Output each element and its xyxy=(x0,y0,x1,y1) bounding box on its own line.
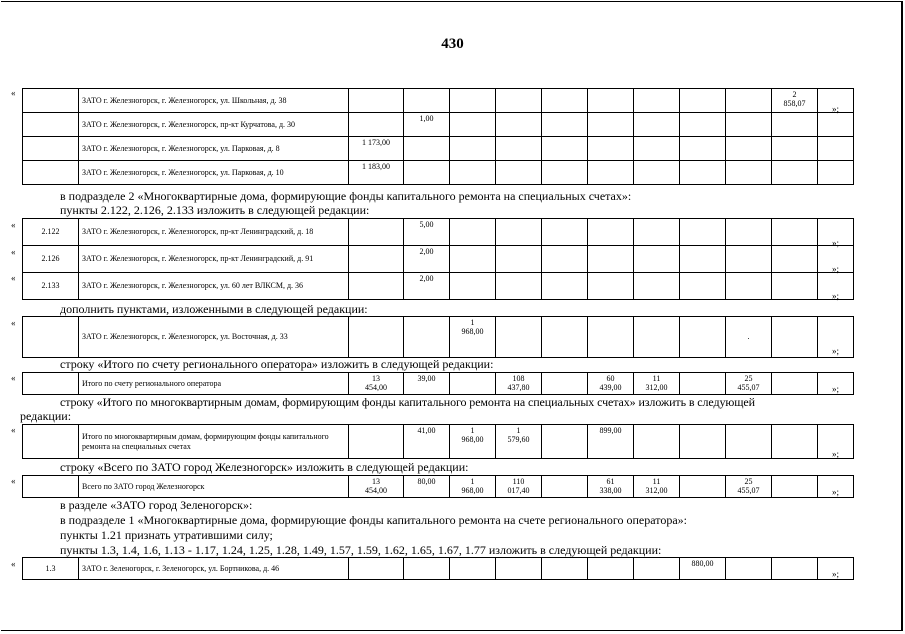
open-quote: « xyxy=(11,273,16,283)
row-value: 2 858,07 xyxy=(772,89,818,113)
row-value: 13 454,00 xyxy=(349,373,404,395)
paragraph: редакции: xyxy=(20,409,72,423)
table-row xyxy=(23,476,854,498)
row-value: 39,00 xyxy=(404,373,450,395)
row-address: ЗАТО г. Железногорск, г. Железногорск, пр-кт Курчатова, д. 30 xyxy=(79,113,349,137)
row-value: 25 455,07 xyxy=(726,476,772,498)
close-mark: »; xyxy=(832,346,840,356)
close-mark: »; xyxy=(832,104,840,114)
dot-mark: . xyxy=(726,317,772,358)
row-address: ЗАТО г. Железногорск, г. Железногорск, пр-кт Ленинградский, д. 91 xyxy=(79,246,349,273)
open-quote: « xyxy=(11,247,16,257)
table-block-4 xyxy=(22,372,854,395)
row-value: 1,00 xyxy=(404,113,450,137)
close-mark: »; xyxy=(832,238,840,248)
paragraph: строку «Итого по счету регионального оператора» изложить в следующей редакции: xyxy=(60,357,494,371)
table-row xyxy=(23,113,854,137)
table-row xyxy=(23,137,854,161)
table-row xyxy=(23,246,854,273)
table-row xyxy=(23,558,854,580)
open-quote: « xyxy=(11,373,16,383)
row-code: 2.122 xyxy=(23,219,79,246)
paragraph: строку «Всего по ЗАТО город Железногорск» изложить в следующей редакции: xyxy=(60,460,469,474)
page-number: 430 xyxy=(441,36,464,52)
row-value: 110 017,40 xyxy=(496,476,542,498)
row-address: ЗАТО г. Железногорск, г. Железногорск, ул. Школьная, д. 38 xyxy=(79,89,349,113)
table-row xyxy=(23,161,854,185)
table-block-6 xyxy=(22,475,854,498)
open-quote: « xyxy=(11,318,16,328)
row-value: 80,00 xyxy=(404,476,450,498)
row-code: 1.3 xyxy=(23,558,79,580)
row-address: ЗАТО г. Железногорск, г. Железногорск, пр-кт Ленинградский, д. 18 xyxy=(79,219,349,246)
row-address: ЗАТО г. Железногорск, г. Железногорск, ул. Парковая, д. 10 xyxy=(79,161,349,185)
close-mark: »; xyxy=(832,264,840,274)
open-quote: « xyxy=(11,559,16,569)
row-label: Итого по многоквартирным домам, формирующим фонды капитального ремонта на специальных счетах xyxy=(79,425,349,459)
close-mark: »; xyxy=(832,569,840,579)
row-value: 880,00 xyxy=(680,558,726,580)
table-block-3 xyxy=(22,316,854,358)
row-label: Всего по ЗАТО город Железногорск xyxy=(79,476,349,498)
row-value: 1 183,00 xyxy=(349,161,404,185)
paragraph: в подразделе 2 «Многоквартирные дома, формирующие фонды капитального ремонта на специальных счетах»: xyxy=(60,189,632,203)
paragraph: пункты 2.122, 2.126, 2.133 изложить в следующей редакции: xyxy=(60,203,370,217)
row-value: 13 454,00 xyxy=(349,476,404,498)
row-label: Итого по счету регионального оператора xyxy=(79,373,349,395)
close-mark: »; xyxy=(832,449,840,459)
row-value: 2,00 xyxy=(404,246,450,273)
table-row xyxy=(23,219,854,246)
paragraph: пункты 1.3, 1.4, 1.6, 1.13 - 1.17, 1.24, 1.25, 1.28, 1.49, 1.57, 1.59, 1.62, 1.65, 1.67, 1.77 изложить в следующей редакции: xyxy=(60,543,662,557)
close-mark: »; xyxy=(832,291,840,301)
row-value: 5,00 xyxy=(404,219,450,246)
row-value: 25 455,07 xyxy=(726,373,772,395)
row-value: 11 312,00 xyxy=(634,476,680,498)
row-value: 1 173,00 xyxy=(349,137,404,161)
row-value: 1 579,60 xyxy=(496,425,542,459)
open-quote: « xyxy=(11,425,16,435)
row-value: 1 968,00 xyxy=(450,317,496,358)
row-code: 2.133 xyxy=(23,273,79,300)
row-value: 108 437,80 xyxy=(496,373,542,395)
row-value: 41,00 xyxy=(404,425,450,459)
row-value: 899,00 xyxy=(588,425,634,459)
table-row xyxy=(23,373,854,395)
open-quote: « xyxy=(11,476,16,486)
table-block-7 xyxy=(22,557,854,580)
table-row xyxy=(23,425,854,459)
paragraph: в разделе «ЗАТО город Зеленогорск»: xyxy=(60,498,253,512)
table-row xyxy=(23,89,854,113)
open-quote: « xyxy=(11,220,16,230)
paragraph: в подразделе 1 «Многоквартирные дома, формирующие фонды капитального ремонта на счете регионального оператора»: xyxy=(60,513,687,527)
row-value: 11 312,00 xyxy=(634,373,680,395)
row-value: 60 439,00 xyxy=(588,373,634,395)
open-quote: « xyxy=(11,88,16,98)
paragraph: пункты 1.21 признать утратившими силу; xyxy=(60,528,273,542)
paragraph: строку «Итого по многоквартирным домам, формирующим фонды капитального ремонта на специальных счетах» изложить в следующей xyxy=(60,395,755,409)
row-code: 2.126 xyxy=(23,246,79,273)
row-address: ЗАТО г. Железногорск, г. Железногорск, ул. Парковая, д. 8 xyxy=(79,137,349,161)
row-address: ЗАТО г. Железногорск, г. Железногорск, ул. 60 лет ВЛКСМ, д. 36 xyxy=(79,273,349,300)
row-address: ЗАТО г. Зеленогорск, г. Зеленогорск, ул. Бортникова, д. 46 xyxy=(79,558,349,580)
table-block-2 xyxy=(22,218,854,300)
row-code xyxy=(23,89,79,113)
paragraph: дополнить пунктами, изложенными в следующей редакции: xyxy=(60,302,368,316)
row-value: 2,00 xyxy=(404,273,450,300)
table-row xyxy=(23,317,854,358)
row-address: ЗАТО г. Железногорск, г. Железногорск, ул. Восточная, д. 33 xyxy=(79,317,349,358)
close-mark: »; xyxy=(832,384,840,394)
table-block-5 xyxy=(22,424,854,459)
row-value: 1 968,00 xyxy=(450,425,496,459)
row-value: 61 338,00 xyxy=(588,476,634,498)
row-value: 1 968,00 xyxy=(450,476,496,498)
table-row xyxy=(23,273,854,300)
close-mark: »; xyxy=(832,487,840,497)
table-block-1 xyxy=(22,88,854,185)
